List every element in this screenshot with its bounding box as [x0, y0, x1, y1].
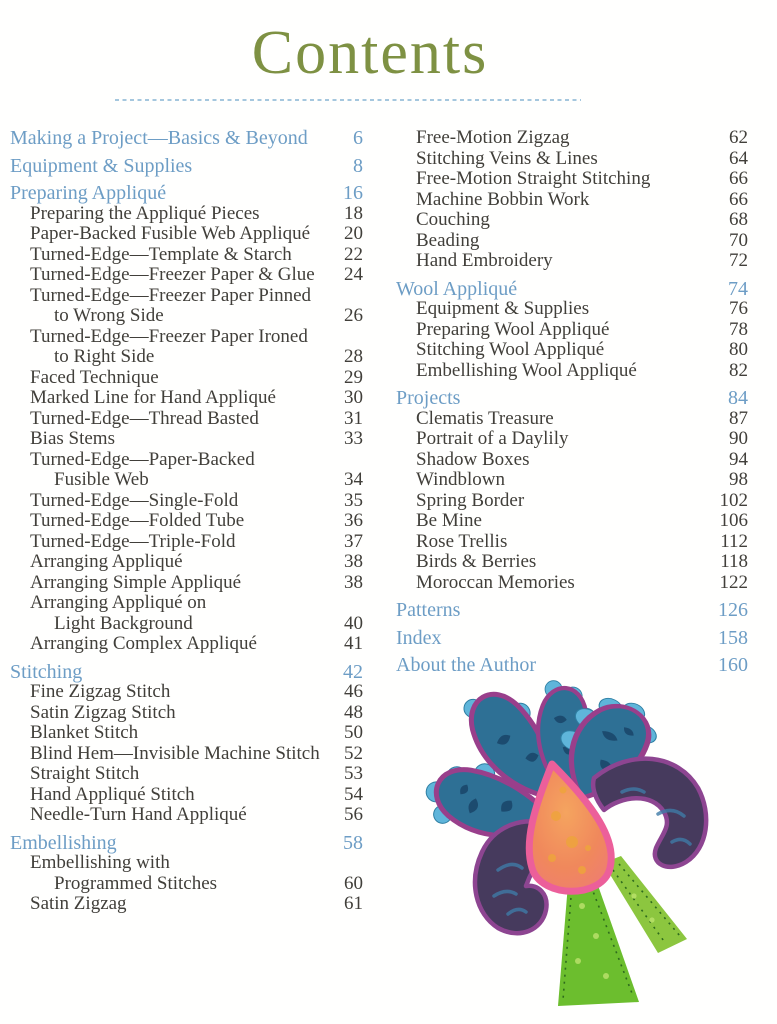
toc-entry: [10, 429, 363, 450]
entry-label: Hand Appliqué Stitch: [30, 783, 195, 805]
entry-page-number: 58: [343, 831, 363, 854]
entry-page-number: 28: [344, 346, 363, 367]
toc-entry: [10, 593, 363, 634]
entry-page-number: 60: [344, 872, 363, 894]
entry-label: Bias Stems: [30, 428, 115, 449]
toc-entry: [10, 532, 363, 553]
entry-page-number: 78: [729, 318, 748, 340]
entry-label: Preparing Appliqué: [10, 182, 167, 204]
entry-label: Wool Appliqué: [396, 277, 518, 300]
entry-label: About the Author: [396, 654, 536, 676]
entry-label: Straight Stitch: [30, 763, 140, 784]
entry-page-number: 34: [344, 469, 363, 490]
toc-entry: [396, 361, 748, 382]
toc-section-heading: [10, 183, 363, 204]
entry-page-number: 90: [729, 428, 748, 449]
toc-right-column: [396, 128, 748, 676]
applique-flower-svg: [406, 656, 770, 1016]
entry-page-number: 50: [344, 722, 363, 743]
entry-page-number: 31: [344, 407, 363, 429]
toc-entry: [396, 573, 748, 594]
entry-label: Equipment & Supplies: [416, 298, 590, 319]
entry-label: Faced Technique: [30, 366, 159, 388]
entry-label: Couching: [416, 209, 490, 230]
toc-entry: [396, 409, 748, 430]
entry-page-number: 52: [344, 742, 363, 764]
toc-entry: [396, 491, 748, 512]
entry-label: Needle-Turn Hand Appliqué: [30, 804, 247, 825]
entry-label: Beading: [416, 229, 480, 251]
entry-label: Turned-Edge—Folded Tube: [30, 510, 245, 531]
entry-label: Turned-Edge—Freezer Paper & Glue: [30, 264, 315, 285]
entry-label-line: to Wrong Side: [54, 305, 164, 326]
entry-page-number: 46: [344, 681, 363, 702]
entry-page-number: 37: [344, 530, 363, 552]
entry-label: Blind Hem—Invisible Machine Stitch: [30, 742, 320, 764]
entry-label-line: Embellishing with: [30, 852, 170, 873]
entry-page-number: 160: [718, 654, 748, 676]
entry-label: Turned-Edge—Triple-Fold: [30, 530, 236, 552]
entry-label: Index: [396, 626, 442, 649]
toc-entry: [10, 744, 363, 765]
toc-entry: [396, 450, 748, 471]
entry-page-number: 26: [344, 305, 363, 326]
entry-label-line: Fusible Web: [54, 469, 149, 490]
entry-page-number: 68: [729, 209, 748, 230]
toc-entry: [396, 511, 748, 532]
entry-label: Embellishing: [10, 831, 117, 854]
entry-label-line: Arranging Appliqué on: [30, 592, 207, 613]
entry-label: Hand Embroidery: [416, 250, 553, 271]
toc-section-heading: [10, 128, 363, 149]
entry-page-number: 102: [719, 489, 748, 511]
entry-page-number: 94: [729, 448, 748, 470]
entry-label: Shadow Boxes: [416, 448, 530, 470]
entry-page-number: 56: [344, 804, 363, 825]
toc-entry: [396, 149, 748, 170]
toc-entry: [396, 251, 748, 272]
entry-page-number: 72: [729, 250, 748, 271]
entry-page-number: 84: [728, 387, 748, 409]
entry-label: Satin Zigzag: [30, 893, 127, 914]
toc-entry: [10, 204, 363, 225]
entry-label: Fine Zigzag Stitch: [30, 681, 171, 702]
entry-page-number: 118: [720, 551, 748, 572]
entry-label-line: Turned-Edge—Freezer Paper Pinned: [30, 284, 312, 306]
entry-label: Windblown: [416, 469, 505, 490]
entry-label: Paper-Backed Fusible Web Appliqué: [30, 223, 311, 244]
entry-label: Free-Motion Zigzag: [416, 127, 570, 148]
toc-section-heading: [396, 279, 748, 300]
entry-page-number: 29: [344, 366, 363, 388]
entry-label: Satin Zigzag Stitch: [30, 701, 176, 723]
entry-label: Stitching Veins & Lines: [416, 147, 598, 169]
entry-label-line: Turned-Edge—Freezer Paper Ironed: [30, 325, 308, 347]
toc-entry: [396, 190, 748, 211]
toc-entry: [10, 894, 363, 915]
entry-label: Turned-Edge—Single-Fold: [30, 489, 239, 511]
entry-page-number: 74: [728, 277, 748, 300]
toc-left-column: [10, 128, 363, 915]
entry-page-number: 33: [344, 428, 363, 449]
toc-entry: [10, 327, 363, 368]
toc-entry: [396, 299, 748, 320]
toc-entry: [10, 491, 363, 512]
entry-page-number: 38: [344, 571, 363, 593]
toc-entry: [10, 368, 363, 389]
entry-page-number: 16: [343, 182, 363, 204]
entry-page-number: 82: [729, 359, 748, 381]
entry-page-number: 6: [353, 127, 363, 149]
page-title: Contents: [251, 19, 489, 87]
toc-entry: [10, 703, 363, 724]
toc-section-heading: [396, 388, 748, 409]
entry-page-number: 61: [344, 893, 363, 914]
entry-page-number: 158: [718, 626, 748, 649]
entry-page-number: 66: [729, 168, 748, 189]
toc-entry: [396, 429, 748, 450]
entry-label: Rose Trellis: [416, 530, 508, 552]
entry-page-number: 76: [729, 298, 748, 319]
entry-page-number: 18: [344, 202, 363, 224]
entry-label: Blanket Stitch: [30, 722, 139, 743]
entry-page-number: 53: [344, 763, 363, 784]
entry-label: Machine Bobbin Work: [416, 188, 590, 210]
entry-page-number: 42: [343, 660, 363, 683]
entry-label: Moroccan Memories: [416, 571, 575, 593]
entry-page-number: 41: [344, 633, 363, 654]
entry-label-line: Turned-Edge—Paper-Backed: [30, 448, 255, 470]
entry-label: Embellishing Wool Appliqué: [416, 359, 637, 381]
entry-label: Arranging Simple Appliqué: [30, 571, 242, 593]
toc-entry: [10, 224, 363, 245]
entry-page-number: 30: [344, 387, 363, 408]
toc-entry: [10, 409, 363, 430]
entry-label: Arranging Appliqué: [30, 551, 183, 572]
entry-page-number: 22: [344, 243, 363, 265]
toc-section-heading: [396, 600, 748, 621]
toc-entry: [10, 511, 363, 532]
entry-page-number: 66: [729, 188, 748, 210]
entry-label: Spring Border: [416, 489, 525, 511]
entry-page-number: 40: [344, 612, 363, 634]
toc-entry: [10, 682, 363, 703]
entry-label-line: to Right Side: [54, 346, 155, 367]
toc-entry: [10, 764, 363, 785]
entry-label: Marked Line for Hand Appliqué: [30, 387, 276, 408]
toc-entry: [396, 320, 748, 341]
entry-page-number: 35: [344, 489, 363, 511]
toc-entry: [396, 552, 748, 573]
entry-label: Preparing Wool Appliqué: [416, 318, 610, 340]
toc-section-heading: [10, 662, 363, 683]
entry-label: Projects: [396, 387, 461, 409]
entry-page-number: 106: [719, 510, 748, 531]
applique-flower-illustration: [406, 656, 770, 1018]
entry-page-number: 98: [729, 469, 748, 490]
entry-page-number: 87: [729, 407, 748, 429]
toc-entry: [10, 785, 363, 806]
toc-section-heading: [396, 628, 748, 649]
toc-entry: [10, 723, 363, 744]
title-divider: [115, 99, 581, 101]
entry-label-line: Light Background: [54, 612, 193, 634]
toc-entry: [396, 231, 748, 252]
toc-entry: [10, 853, 363, 894]
toc-entry: [10, 265, 363, 286]
entry-label: Clematis Treasure: [416, 407, 554, 429]
toc-entry: [10, 552, 363, 573]
toc-entry: [396, 340, 748, 361]
entry-page-number: 38: [344, 551, 363, 572]
toc-entry: [396, 532, 748, 553]
entry-page-number: 70: [729, 229, 748, 251]
entry-label: Be Mine: [416, 510, 482, 531]
entry-page-number: 80: [729, 339, 748, 360]
entry-label: Stitching: [10, 660, 83, 683]
entry-label: Free-Motion Straight Stitching: [416, 168, 651, 189]
toc-section-heading: [10, 156, 363, 177]
entry-label: Preparing the Appliqué Pieces: [30, 202, 260, 224]
entry-label: Portrait of a Daylily: [416, 428, 569, 449]
toc-entry: [396, 169, 748, 190]
entry-page-number: 126: [718, 599, 748, 621]
toc-entry: [10, 450, 363, 491]
entry-page-number: 48: [344, 701, 363, 723]
entry-page-number: 112: [720, 530, 748, 552]
toc-entry: [10, 245, 363, 266]
entry-page-number: 62: [729, 127, 748, 148]
toc-section-heading: [10, 833, 363, 854]
entry-page-number: 8: [353, 154, 363, 177]
entry-label: Equipment & Supplies: [10, 154, 193, 177]
entry-page-number: 122: [719, 571, 748, 593]
toc-entry: [10, 286, 363, 327]
entry-page-number: 20: [344, 223, 363, 244]
toc-entry: [10, 573, 363, 594]
toc-entry: [396, 128, 748, 149]
entry-page-number: 64: [729, 147, 748, 169]
toc-entry: [396, 210, 748, 231]
toc-entry: [10, 805, 363, 826]
entry-label: Patterns: [396, 599, 461, 621]
entry-label: Turned-Edge—Thread Basted: [30, 407, 259, 429]
entry-label: Stitching Wool Appliqué: [416, 339, 605, 360]
toc-entry: [396, 470, 748, 491]
entry-label-line: Programmed Stitches: [54, 872, 218, 894]
entry-page-number: 24: [344, 264, 363, 285]
toc-entry: [10, 388, 363, 409]
entry-label: Making a Project—Basics & Beyond: [10, 127, 308, 149]
entry-label: Arranging Complex Appliqué: [30, 633, 257, 654]
entry-page-number: 54: [344, 783, 363, 805]
entry-label: Birds & Berries: [416, 551, 537, 572]
entry-label: Turned-Edge—Template & Starch: [30, 243, 292, 265]
toc-entry: [10, 634, 363, 655]
page-header: [0, 18, 740, 89]
entry-page-number: 36: [344, 510, 363, 531]
